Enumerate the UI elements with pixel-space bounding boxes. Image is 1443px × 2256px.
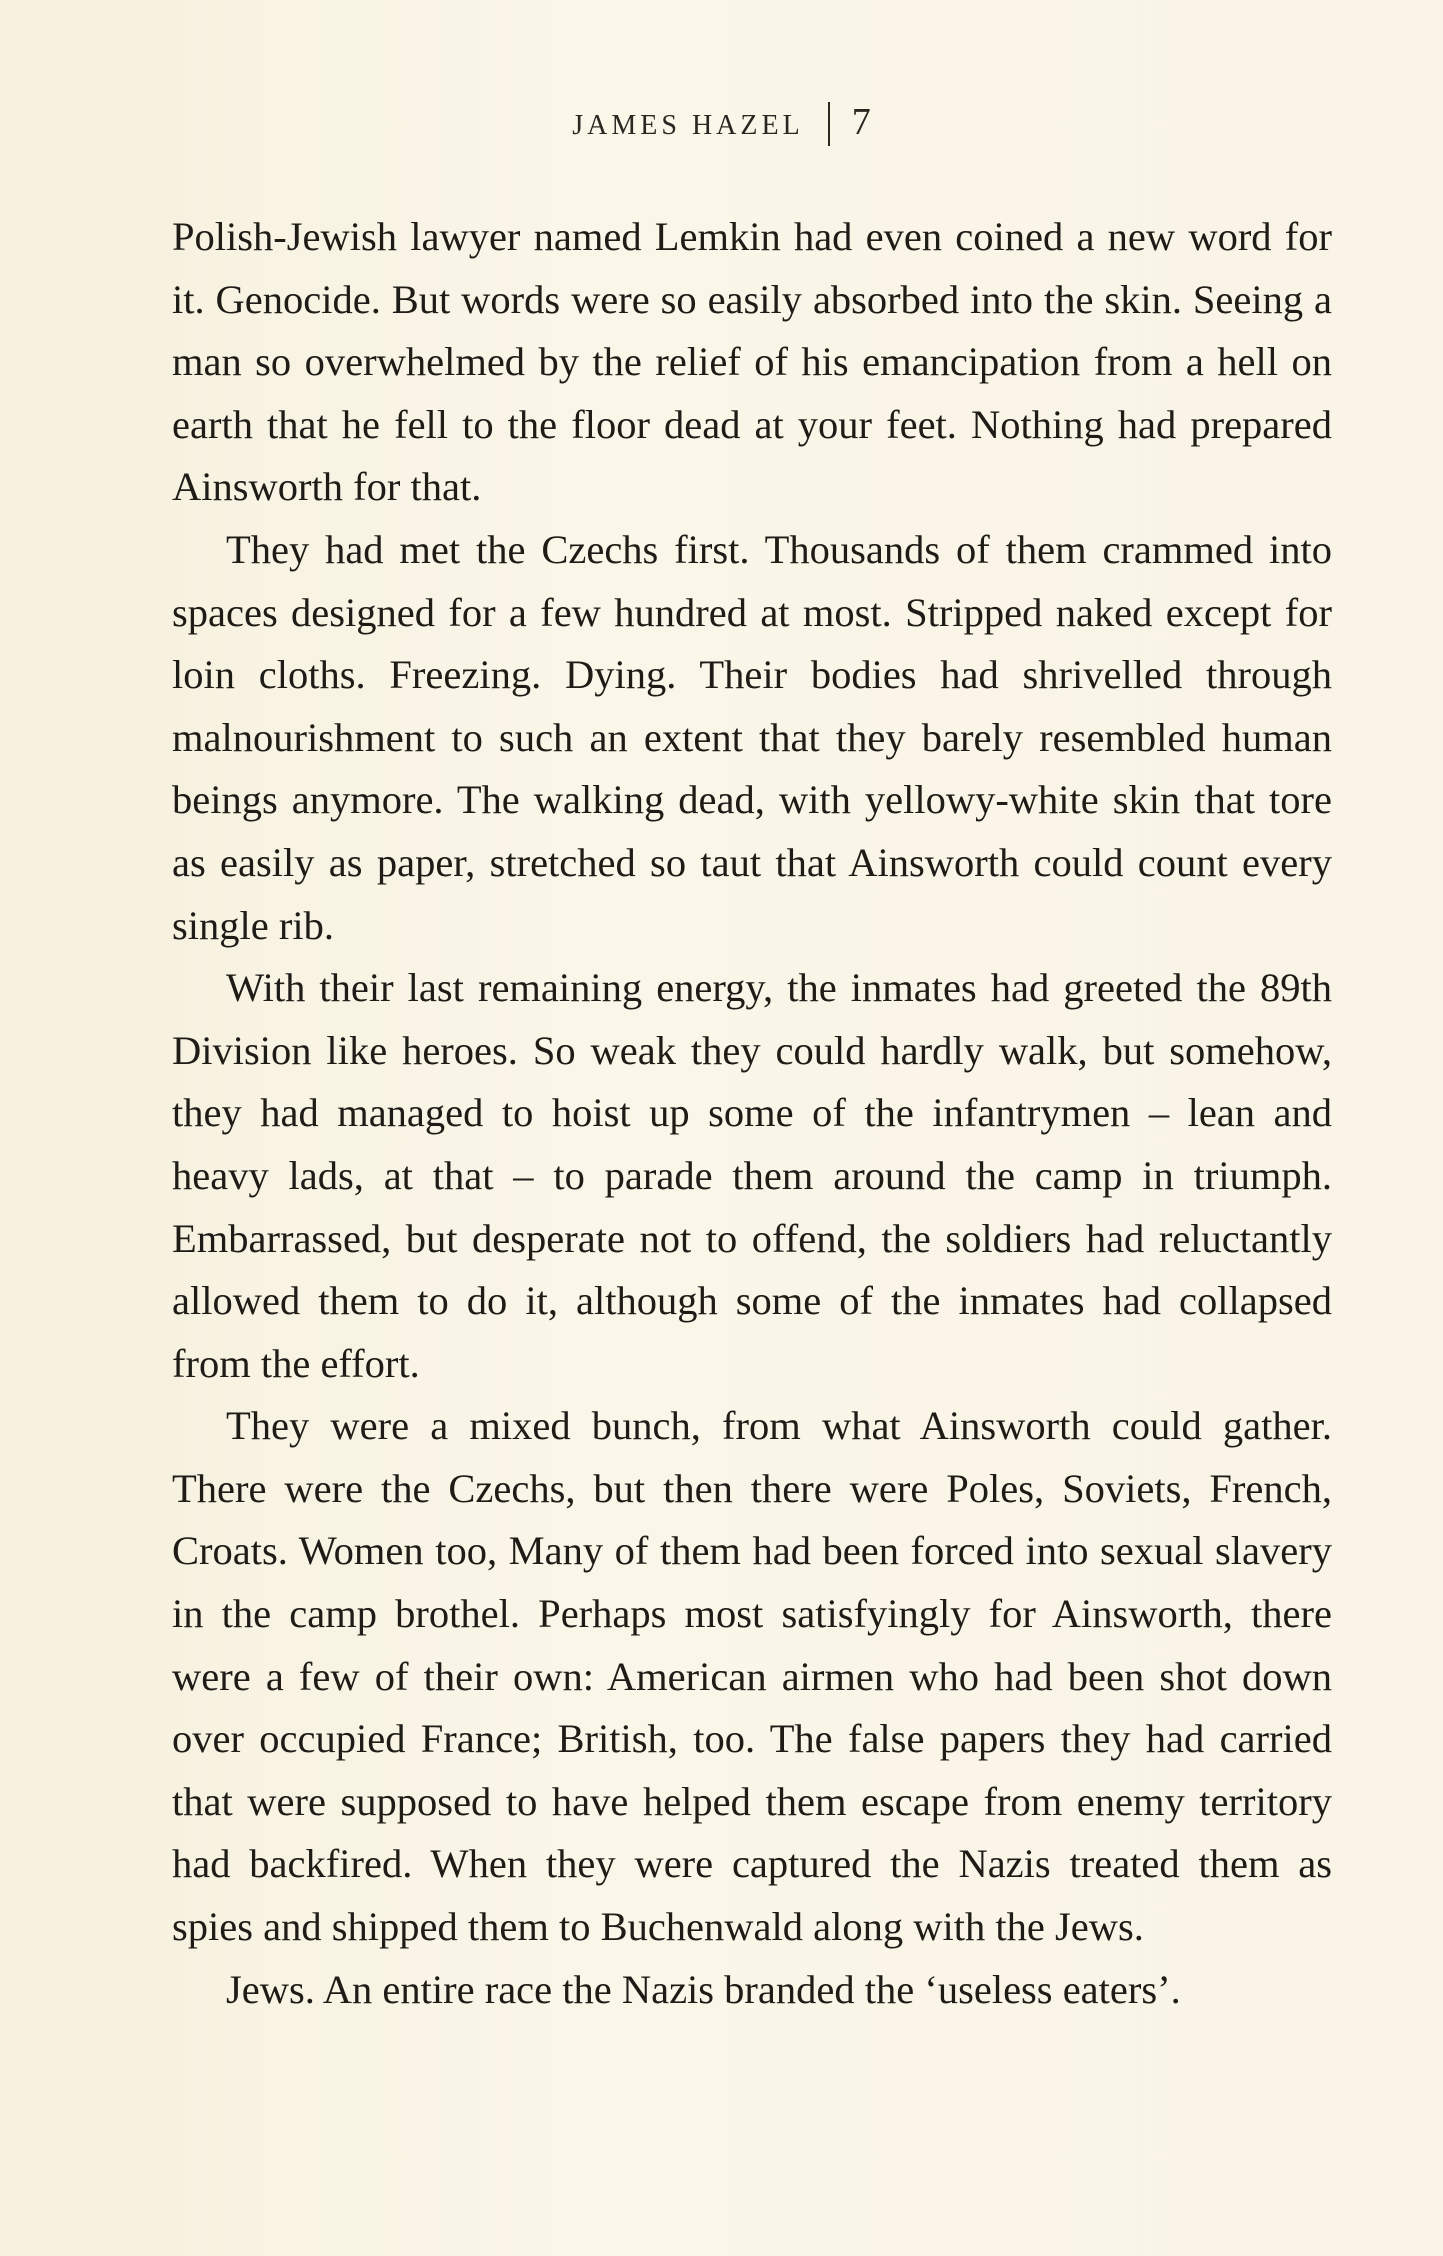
paragraph: Jews. An entire race the Nazis branded the ‘useless eaters’. — [226, 1966, 1181, 2012]
running-header — [0, 92, 1443, 156]
paragraph: With their last remaining energy, the inmates had greeted the 89th Division like heroes. So weak they could hardly walk, but somehow, they had managed to hoist up some of the infantrymen – lean and heavy lads, at that – to parade them around the camp in triumph. Embarrassed, but desperate not to offend, the soldiers had reluctantly allowed them to do it, although some of the inmates had collapsed from the effort. — [172, 965, 1332, 1386]
body-text — [172, 206, 1332, 2021]
header-divider — [828, 102, 830, 146]
paragraph: Polish-Jewish lawyer named Lemkin had even coined a new word for it. Genocide. But words were so easily absorbed into the skin. Seeing a man so overwhelmed by the relief of his emancipation from a hell on earth that he fell to the floor dead at your feet. Nothing had prepared Ainsworth for that. — [172, 214, 1332, 510]
paragraph: They had met the Czechs first. Thousands of them crammed into spaces designed for a few hundred at most. Stripped naked except for loin cloths. Freezing. Dying. Their bodies had shrivelled through malnourishment to such an extent that they barely resembled human beings anymore. The walking dead, with yellowy-white skin that tore as easily as paper, stretched so taut that Ainsworth could count every single rib. — [172, 526, 1332, 948]
author-name: JAMES HAZEL — [572, 110, 804, 141]
page-number: 7 — [851, 101, 871, 143]
paragraph: They were a mixed bunch, from what Ainsworth could gather. There were the Czechs, but then there were Poles, Soviets, French, Croats. Women too, Many of them had been forced into sexual slavery in the camp brothel. Perhaps most satisfyingly for Ainsworth, there were a few of their own: American airmen who had been shot down over occupied France; British, too. The false papers they had carried that were supposed to have helped them escape from enemy territory had backfired. When they were captured the Nazis treated them as spies and shipped them to Buchenwald along with the Jews. — [172, 1403, 1332, 1950]
